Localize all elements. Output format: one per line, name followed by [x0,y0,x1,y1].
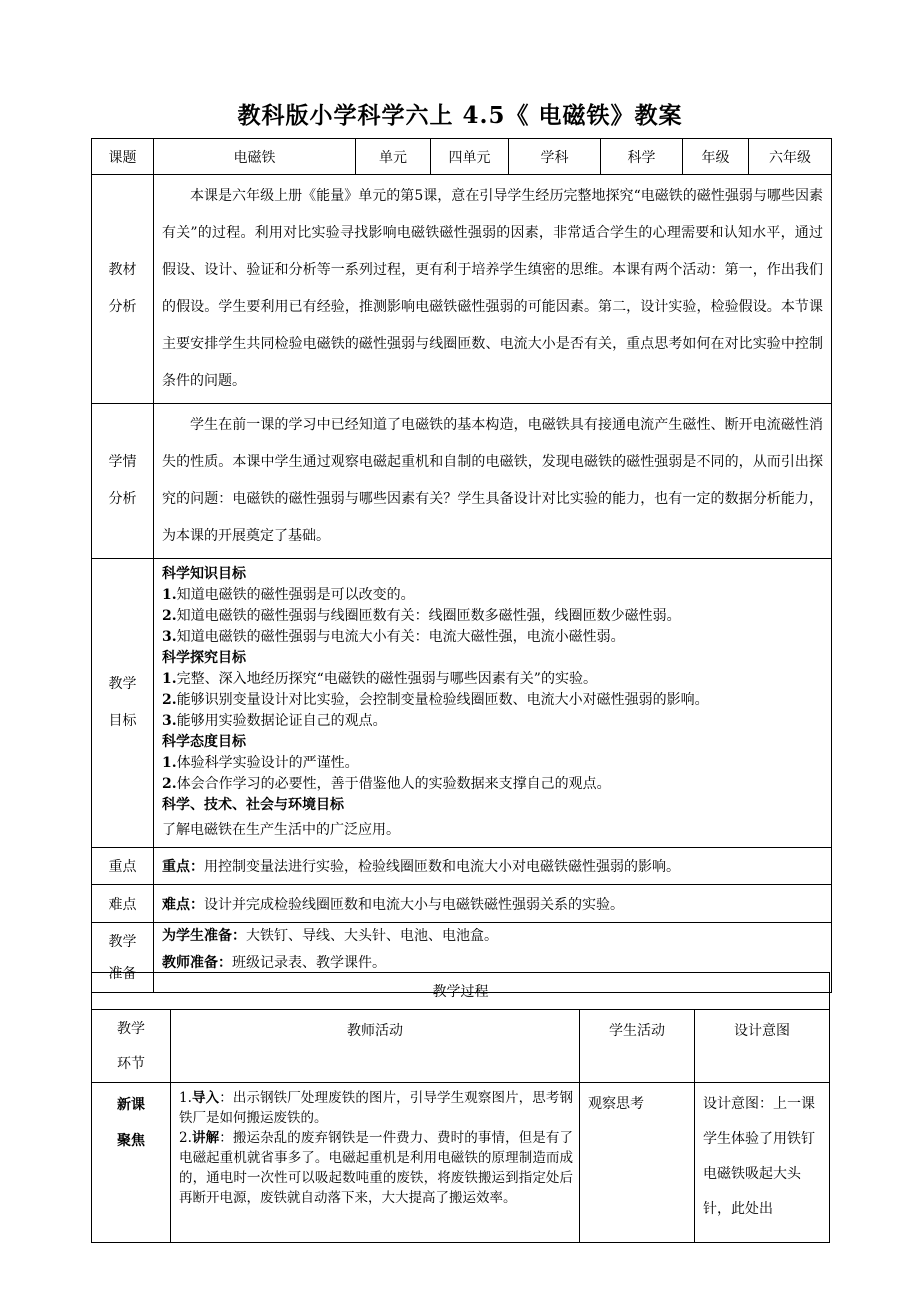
process-header-row [92,1010,830,1083]
teacher-col-header: 教师活动 [171,1010,580,1083]
difficulty-row [92,885,832,923]
teacher-prep: 教师准备：班级记录表、教学课件。 [162,955,386,971]
students-label: 学情 分析 [92,404,154,559]
inquiry-heading: 科学探究目标 [162,649,246,666]
lesson-value: 电磁铁 [154,139,356,175]
design-intent: 设计意图：上一课学生体验了用铁钉电磁铁吸起大头针，此处出 [695,1083,830,1243]
process-table [91,972,830,1243]
attitude-item: 1.体验科学实验设计的严谨性。 [162,754,359,771]
knowledge-item: 2.知道电磁铁的磁性强弱与线圈匝数有关：线圈匝数多磁性强，线圈匝数少磁性弱。 [162,607,681,624]
material-text: 本课是六年级上册《能量》单元的第5课，意在引导学生经历完整地探究“电磁铁的磁性强弱与哪些因素有关”的过程。利用对比实验寻找影响电磁铁磁性强弱的因素，非常适合学生的心理需要和认知水平，通过假设、设计、验证和分析等一系列过程，更有利于培养学生缜密的思维。本课有两个活动：第一，作出我们的假设。学生要利用已有经验，推测影响电磁铁磁性强弱的可能因素。第二，设计实验，检验假设。本节课主要安排学生共同检验电磁铁的磁性强弱与线圈匝数、电流大小是否有关，重点思考如何在对比实验中控制条件的问题。 [154,175,832,404]
teacher-activity [171,1083,580,1243]
document-title: 教科版小学科学六上 4.5《 电磁铁》教案 [237,102,683,129]
students-text: 学生在前一课的学习中已经知道了电磁铁的基本构造，电磁铁具有接通电流产生磁性、断开电流磁性消失的性质。本课中学生通过观察电磁起重机和自制的电磁铁，发现电磁铁的磁性强弱是不同的，从而引出探究的问题：电磁铁的磁性强弱与哪些因素有关？学生具备设计对比实验的能力，也有一定的数据分析能力，为本课的开展奠定了基础。 [154,404,832,559]
inquiry-item: 3.能够用实验数据论证自己的观点。 [162,712,387,729]
lesson-label: 课题 [92,139,154,175]
process-row-focus [92,1083,830,1243]
grade-value: 六年级 [749,139,832,175]
student-activity: 观察思考 [580,1083,695,1243]
sts-heading: 科学、技术、社会与环境目标 [162,796,344,813]
intro-item: 1.导入：出示钢铁厂处理废铁的图片，引导学生观察图片，思考钢铁厂是如何搬运废铁的。 [179,1090,574,1126]
stage-focus: 新课 聚焦 [92,1083,171,1243]
material-row [92,175,832,404]
attitude-heading: 科学态度目标 [162,733,246,750]
key-point-content: 重点：用控制变量法进行实验，检验线圈匝数和电流大小对电磁铁磁性强弱的影响。 [154,848,832,885]
student-col-header: 学生活动 [580,1010,695,1083]
goals-content [154,559,832,848]
difficulty-content: 难点：设计并完成检验线圈匝数和电流大小与电磁铁磁性强弱关系的实验。 [154,885,832,923]
sts-text: 了解电磁铁在生产生活中的广泛应用。 [162,821,400,838]
key-point-row [92,848,832,885]
material-label: 教材 分析 [92,175,154,404]
subject-value: 科学 [601,139,683,175]
student-prep: 为学生准备：大铁钉、导线、大头针、电池、电池盒。 [162,928,498,944]
process-title-row [92,973,830,1010]
process-title: 教学过程 [92,973,830,1010]
subject-label: 学科 [509,139,601,175]
lesson-info-table [91,138,832,993]
prep-label: 教学 准备 [92,923,154,993]
header-row [92,139,832,175]
explain-item: 2.讲解：搬运杂乱的废弃钢铁是一件费力、费时的事情，但是有了电磁起重机就省事多了。电磁起重机是利用电磁铁的原理制造而成的，通电时一次性可以吸起数吨重的废铁，将废铁搬运到指定处后再断开电源，废铁就自动落下来，大大提高了搬运效率。 [179,1130,574,1206]
students-row [92,404,832,559]
attitude-item: 2.体会合作学习的必要性，善于借鉴他人的实验数据来支撑自己的观点。 [162,775,611,792]
knowledge-item: 1.知道电磁铁的磁性强弱是可以改变的。 [162,586,415,603]
knowledge-item: 3.知道电磁铁的磁性强弱与电流大小有关：电流大磁性强，电流小磁性弱。 [162,628,625,645]
stage-col-header: 教学 环节 [92,1010,171,1083]
goals-row [92,559,832,848]
goals-label: 教学 目标 [92,559,154,848]
unit-label: 单元 [356,139,431,175]
grade-label: 年级 [683,139,749,175]
key-point-label: 重点 [92,848,154,885]
inquiry-item: 2.能够识别变量设计对比实验，会控制变量检验线圈匝数、电流大小对磁性强弱的影响。 [162,691,709,708]
unit-value: 四单元 [431,139,509,175]
knowledge-heading: 科学知识目标 [162,565,246,582]
difficulty-label: 难点 [92,885,154,923]
design-col-header: 设计意图 [695,1010,830,1083]
inquiry-item: 1.完整、深入地经历探究“电磁铁的磁性强弱与哪些因素有关”的实验。 [162,670,597,687]
